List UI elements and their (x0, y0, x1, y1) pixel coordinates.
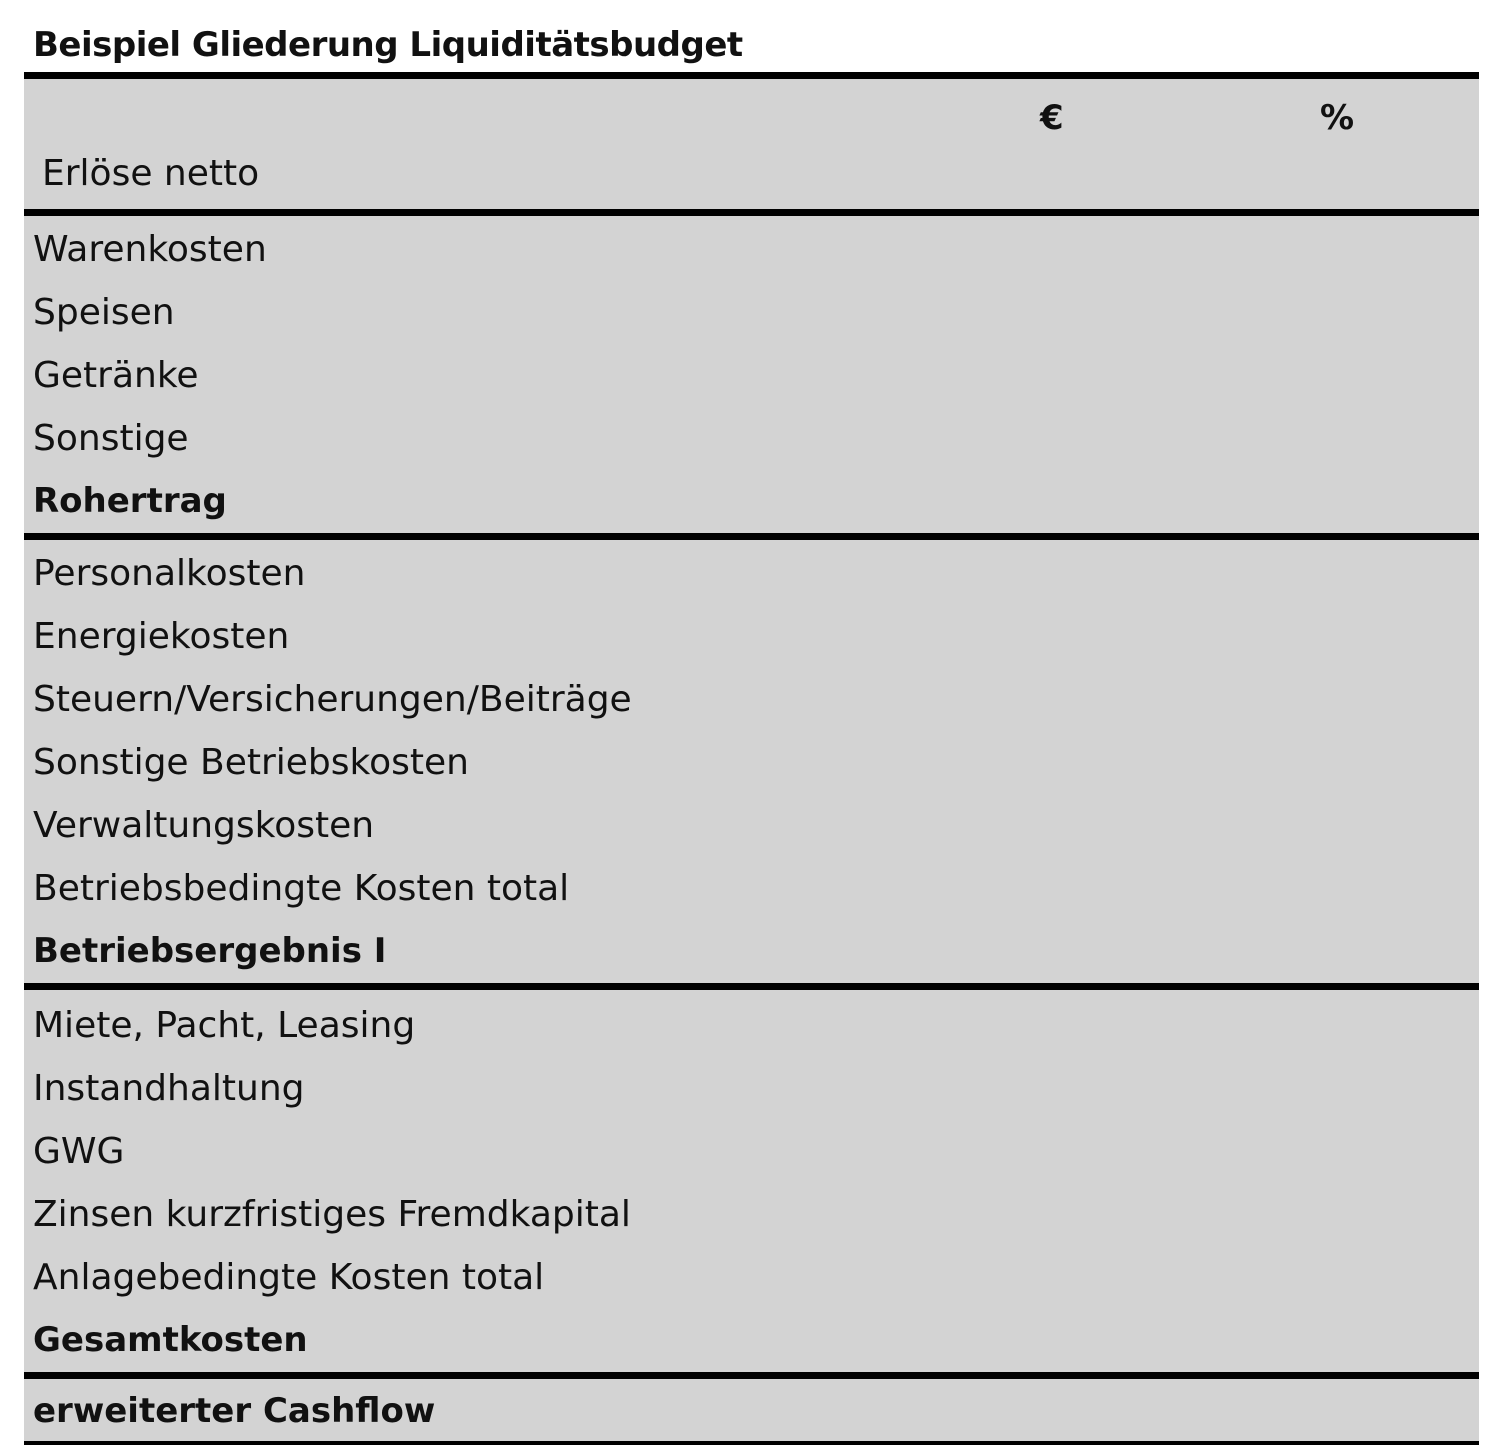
table-row (24, 542, 1479, 605)
table-row (24, 344, 1479, 407)
table-row-total (24, 1382, 1479, 1441)
divider (24, 72, 1479, 79)
table-row (24, 731, 1479, 794)
column-header-percent: % (1320, 98, 1355, 138)
table-row (24, 1183, 1479, 1246)
table-row (24, 1246, 1479, 1309)
row-label: Energiekosten (33, 616, 290, 657)
row-label: Warenkosten (33, 229, 267, 270)
row-label: Rohertrag (33, 481, 227, 521)
row-label: Erlöse netto (42, 153, 260, 194)
table-row (24, 605, 1479, 668)
row-label: Sonstige Betriebskosten (33, 742, 469, 783)
page-title: Beispiel Gliederung Liquiditätsbudget (33, 25, 743, 65)
row-label: Betriebsbedingte Kosten total (33, 868, 570, 909)
row-label: Sonstige (33, 418, 189, 459)
row-label: Zinsen kurzfristiges Fremdkapital (33, 1194, 631, 1235)
table-row (24, 1057, 1479, 1120)
row-label: Getränke (33, 355, 199, 396)
table-row (24, 857, 1479, 920)
table-row-subtotal (24, 920, 1479, 983)
section-asset-costs (24, 990, 1479, 1372)
row-label: Steuern/Versicherungen/Beiträge (33, 679, 632, 720)
row-label: Verwaltungskosten (33, 805, 375, 846)
table-row (24, 994, 1479, 1057)
row-label: GWG (33, 1131, 125, 1172)
budget-table (24, 72, 1479, 1445)
section-material-costs (24, 216, 1479, 533)
row-label: erweiterter Cashflow (33, 1391, 436, 1431)
row-label: Miete, Pacht, Leasing (33, 1005, 416, 1046)
row-label: Anlagebedingte Kosten total (33, 1257, 545, 1298)
row-label: Personalkosten (33, 553, 306, 594)
divider (24, 1372, 1479, 1379)
table-row (24, 281, 1479, 344)
divider (24, 1441, 1479, 1445)
column-header-currency: € (1040, 98, 1064, 138)
divider (24, 533, 1479, 540)
table-row (24, 668, 1479, 731)
row-label: Instandhaltung (33, 1068, 305, 1109)
table-row-subtotal (24, 1309, 1479, 1372)
section-operating-costs (24, 540, 1479, 983)
table-row (24, 1120, 1479, 1183)
row-label: Gesamtkosten (33, 1320, 308, 1360)
table-row (24, 407, 1479, 470)
divider (24, 209, 1479, 216)
table-row-subtotal (24, 470, 1479, 533)
row-label: Betriebsergebnis I (33, 931, 387, 971)
divider (24, 983, 1479, 990)
section-cashflow (24, 1379, 1479, 1441)
table-header (24, 79, 1479, 209)
table-row (33, 142, 259, 205)
row-label: Speisen (33, 292, 175, 333)
table-row (24, 794, 1479, 857)
table-row (24, 218, 1479, 281)
